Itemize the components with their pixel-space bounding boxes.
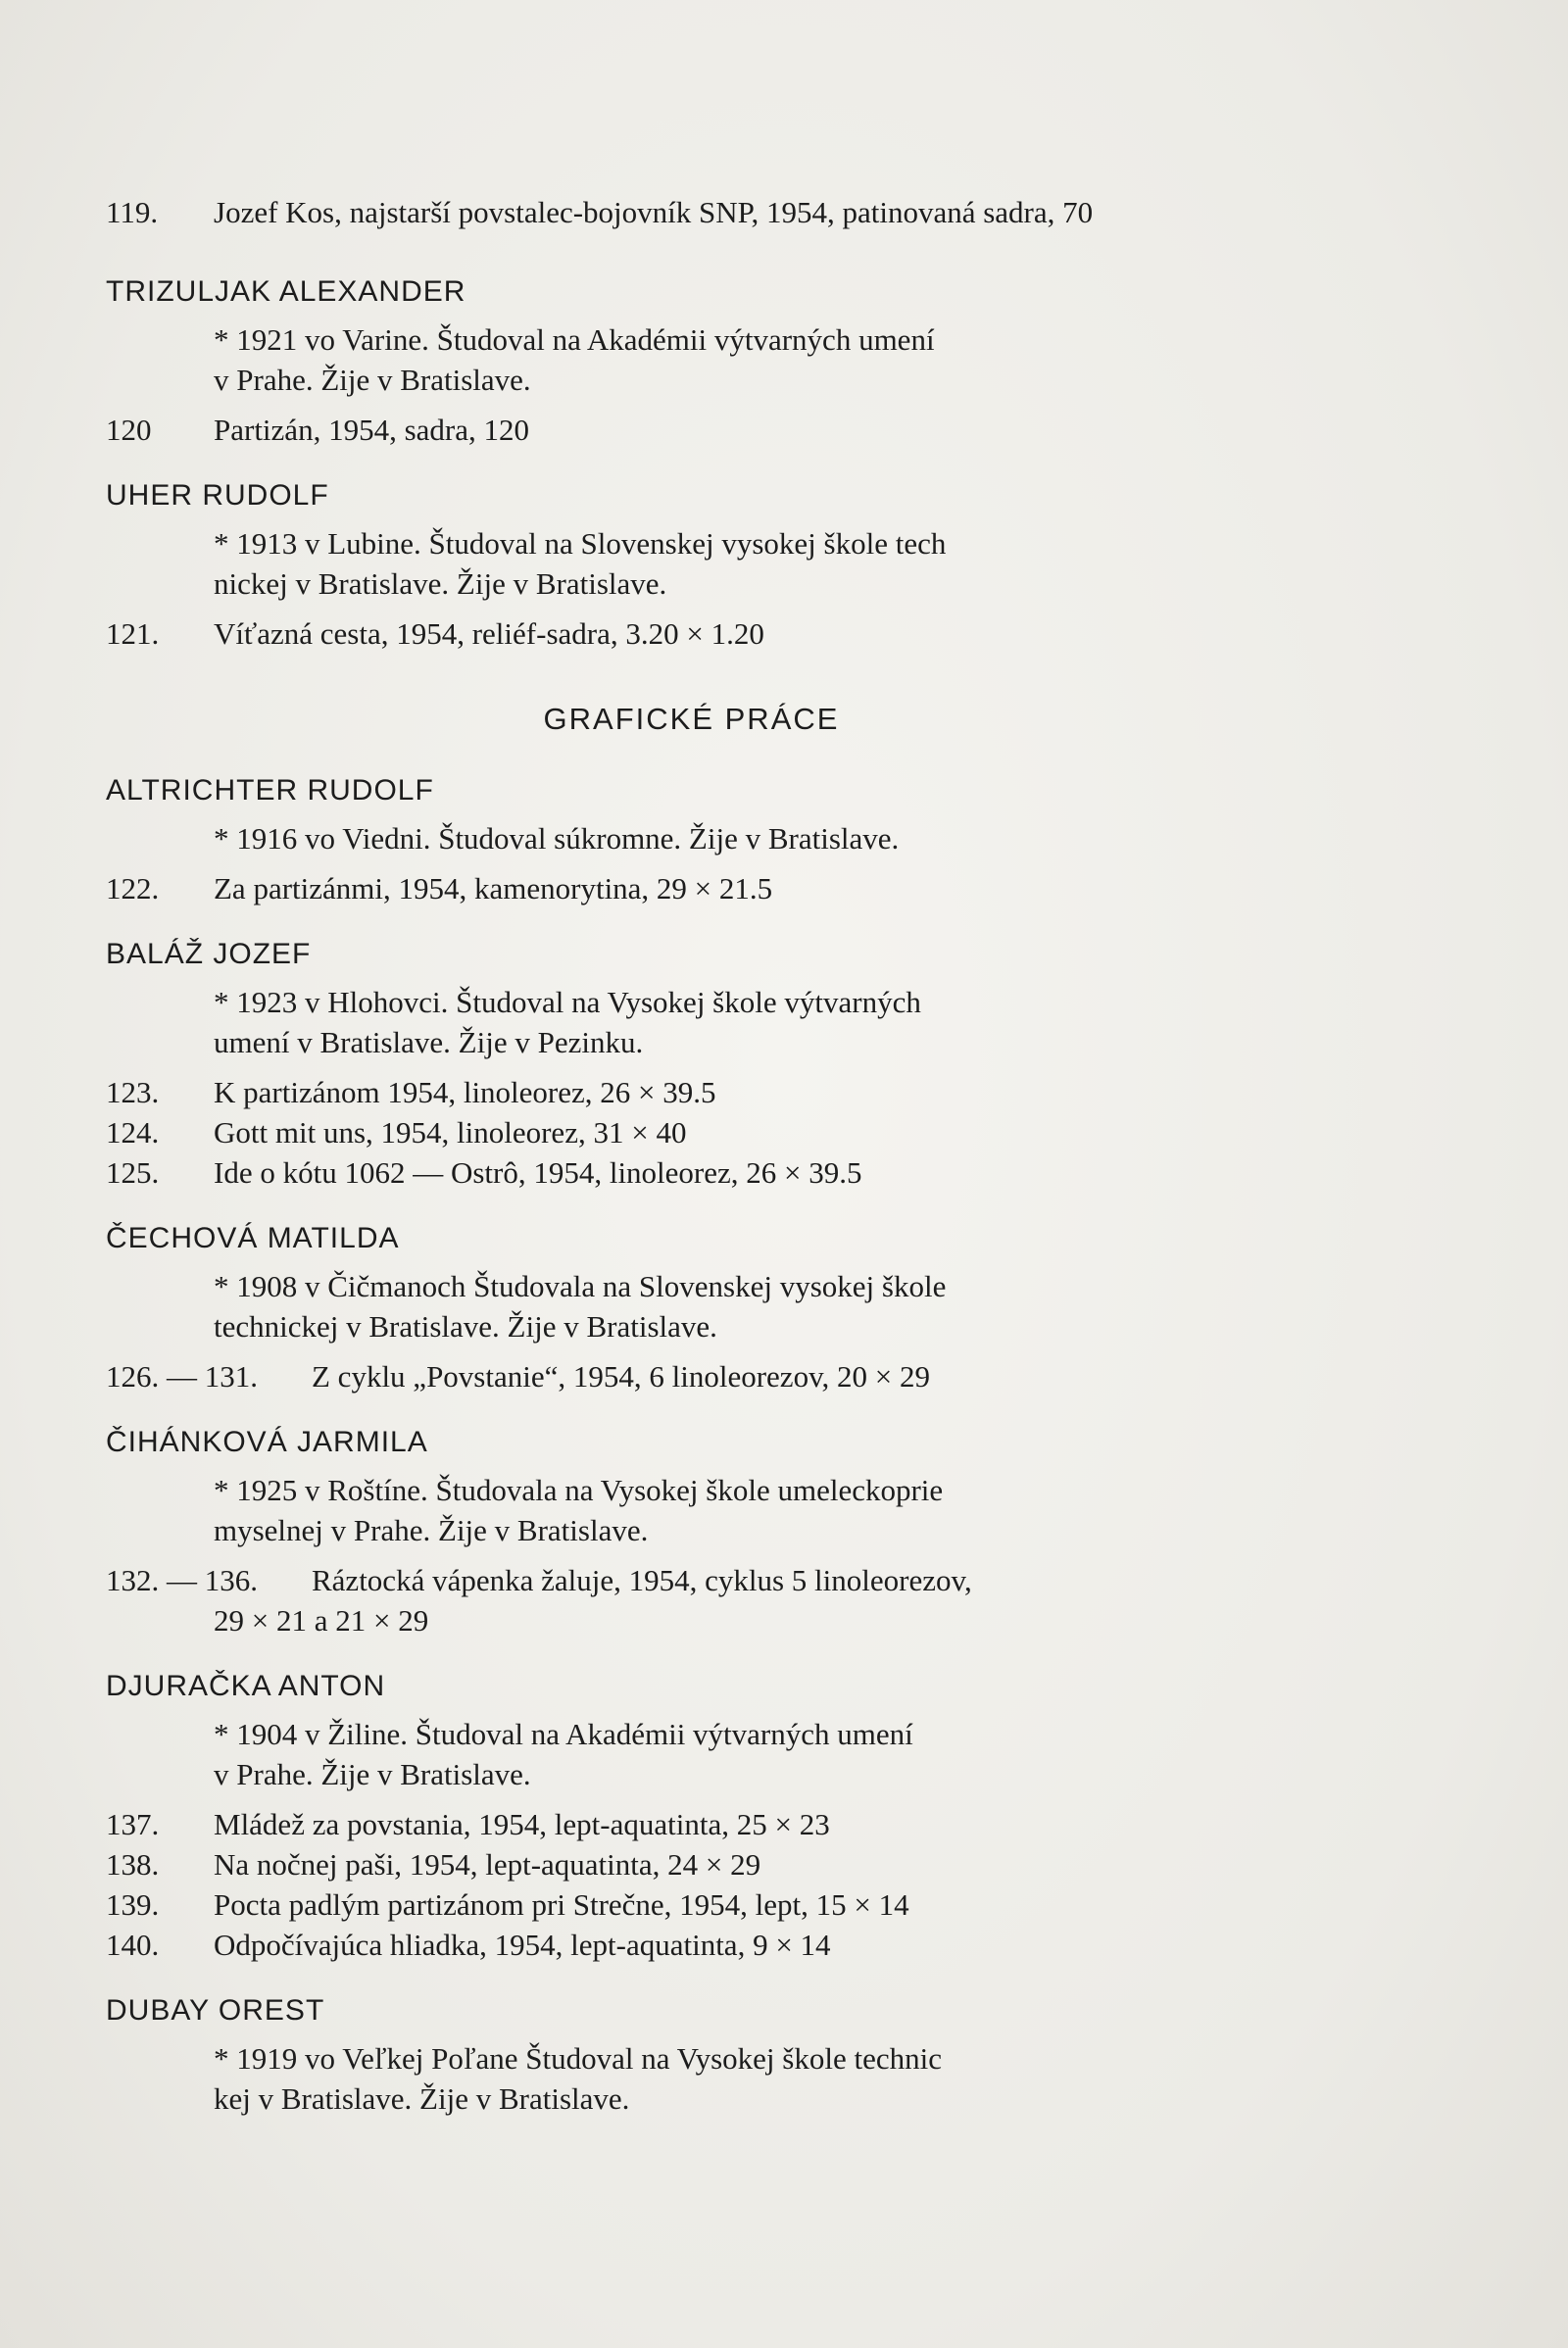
entry-number: 125. [106,1155,160,1190]
entry-text: Na nočnej paši, 1954, lept-aquatinta, 24 × 29 [214,1847,761,1882]
artist-bio-cechova [106,1266,1277,1346]
entry-text: K partizánom 1954, linoleorez, 26 × 39.5 [214,1075,716,1109]
entry-number: 123. [106,1075,160,1109]
bio-line: technickej v Bratislave. Žije v Bratislave. [214,1309,717,1344]
catalog-entry-119 [106,192,1277,232]
artist-bio-djuracka [106,1714,1277,1794]
catalog-entry-121 [106,613,1277,654]
artist-bio-altrichter [106,818,1277,858]
artist-name-dubay: DUBAY OREST [106,1994,325,2027]
section-title: GRAFICKÉ PRÁCE [543,702,840,736]
artist-name-altrichter: ALTRICHTER RUDOLF [106,774,434,807]
bio-line: * 1913 v Lubine. Študoval na Slovenskej vysokej škole tech [214,526,947,561]
bio-line: * 1904 v Žiline. Študoval na Akadémii výtvarných umení [214,1717,913,1751]
bio-line: v Prahe. Žije v Bratislave. [214,363,531,397]
entry-text: Za partizánmi, 1954, kamenorytina, 29 × 21.5 [214,871,773,905]
catalog-entry-138 [106,1844,1277,1884]
entry-number: 132. — 136. [106,1563,258,1597]
catalog-entry-123 [106,1072,1277,1112]
entry-number: 124. [106,1115,160,1150]
artist-name-cihankova: ČIHÁNKOVÁ JARMILA [106,1426,428,1458]
bio-line: v Prahe. Žije v Bratislave. [214,1757,531,1791]
bio-line: * 1921 vo Varine. Študoval na Akadémii výtvarných umení [214,322,935,357]
artist-bio-uher [106,523,1277,604]
bio-line: * 1908 v Čičmanoch Študovala na Slovenskej vysokej škole [214,1269,947,1303]
artist-name-trizuljak: TRIZULJAK ALEXANDER [106,275,466,308]
bio-line: * 1923 v Hlohovci. Študoval na Vysokej škole výtvarných [214,985,921,1019]
artist-name-cechova: ČECHOVÁ MATILDA [106,1222,400,1254]
entry-number: 138. [106,1847,160,1882]
entry-text: Víťazná cesta, 1954, reliéf-sadra, 3.20 × 1.20 [214,616,764,651]
artist-bio-trizuljak [106,319,1277,400]
artist-name-balaz: BALÁŽ JOZEF [106,938,312,970]
catalog-entry-139 [106,1884,1277,1925]
bio-line: * 1925 v Roštíne. Študovala na Vysokej škole umeleckoprie [214,1473,944,1507]
bio-line: * 1916 vo Viedni. Študoval súkromne. Žije v Bratislave. [214,821,900,856]
catalog-entry-137 [106,1804,1277,1844]
catalog-entry-122 [106,868,1277,908]
entry-number: 122. [106,871,160,905]
entry-text: Ráztocká vápenka žaluje, 1954, cyklus 5 linoleorezov, [312,1563,972,1597]
artist-bio-cihankova [106,1470,1277,1550]
bio-line: nickej v Bratislave. Žije v Bratislave. [214,566,667,601]
entry-text: Ide o kótu 1062 — Ostrô, 1954, linoleorez, 26 × 39.5 [214,1155,862,1190]
catalog-entry-132-136 [106,1560,1277,1600]
entry-text: Jozef Kos, najstarší povstalec-bojovník SNP, 1954, patinovaná sadra, 70 [214,195,1094,229]
entry-text: Gott mit uns, 1954, linoleorez, 31 × 40 [214,1115,687,1150]
catalog-text [106,192,1277,2128]
entry-number: 137. [106,1807,160,1841]
entry-continuation: 29 × 21 a 21 × 29 [214,1603,429,1638]
catalog-entry-120 [106,410,1277,450]
entry-number: 140. [106,1928,160,1962]
bio-line: kej v Bratislave. Žije v Bratislave. [214,2081,630,2116]
entry-text: Z cyklu „Povstanie“, 1954, 6 linoleorezov, 20 × 29 [312,1359,931,1394]
bio-line: umení v Bratislave. Žije v Pezinku. [214,1025,644,1059]
entry-number: 126. — 131. [106,1359,258,1394]
entry-text: Partizán, 1954, sadra, 120 [214,413,529,447]
entry-text: Mládež za povstania, 1954, lept-aquatinta, 25 × 23 [214,1807,830,1841]
entry-text: Odpočívajúca hliadka, 1954, lept-aquatinta, 9 × 14 [214,1928,831,1962]
catalog-entry-125 [106,1152,1277,1193]
artist-bio-dubay [106,2038,1277,2119]
entry-number: 139. [106,1887,160,1922]
entry-number: 121. [106,616,160,651]
catalog-entry-124 [106,1112,1277,1152]
bio-line: myselnej v Prahe. Žije v Bratislave. [214,1513,649,1547]
entry-number: 119. [106,195,159,229]
bio-line: * 1919 vo Veľkej Poľane Študoval na Vysokej škole technic [214,2041,942,2076]
catalog-entry-140 [106,1925,1277,1965]
entry-number: 120 [106,413,152,447]
entry-text: Pocta padlým partizánom pri Strečne, 1954, lept, 15 × 14 [214,1887,909,1922]
artist-bio-balaz [106,982,1277,1062]
artist-name-djuracka: DJURAČKA ANTON [106,1670,386,1702]
artist-name-uher: UHER RUDOLF [106,479,329,512]
catalog-entry-126-131 [106,1356,1277,1396]
